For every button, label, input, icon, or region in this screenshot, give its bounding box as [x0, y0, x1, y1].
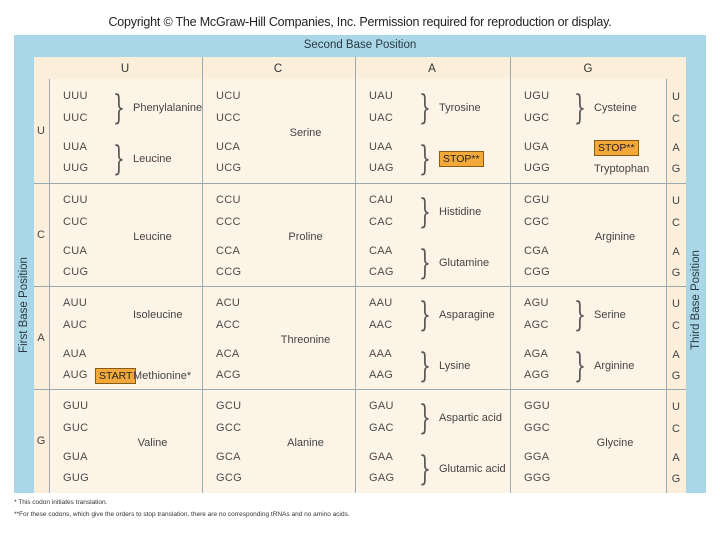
start-codon-box: START — [95, 368, 136, 384]
codon-cell: GGC — [524, 422, 550, 434]
row-divider — [34, 389, 686, 390]
third-base-label: U — [672, 401, 680, 413]
amino-acid-label: Tyrosine — [439, 102, 481, 114]
codon-group-brace: } — [419, 448, 431, 489]
codon-cell: CCA — [216, 245, 241, 257]
codon-group-brace: } — [113, 88, 125, 128]
third-base-label: C — [672, 113, 680, 125]
codon-cell: AUC — [63, 319, 88, 331]
codon-cell: AAU — [369, 297, 393, 309]
codon-cell: AUA — [63, 348, 87, 360]
codon-cell: GAA — [369, 451, 394, 463]
third-base-label: U — [672, 298, 680, 310]
codon-cell: GGG — [524, 472, 551, 484]
codon-group-brace: } — [419, 398, 431, 438]
codon-cell: ACA — [216, 348, 240, 360]
codon-cell: GUC — [63, 422, 89, 434]
codon-cell: CUU — [63, 194, 88, 206]
codon-cell: UCC — [216, 112, 241, 124]
codon-cell: GAC — [369, 422, 394, 434]
amino-acid-label: Asparagine — [439, 309, 495, 321]
codon-cell: GUU — [63, 400, 89, 412]
amino-acid-label: Glycine — [596, 437, 634, 449]
amino-acid-label: Cysteine — [594, 102, 637, 114]
codon-group-brace: } — [419, 242, 431, 283]
column-divider — [49, 79, 50, 493]
third-base-label: G — [671, 267, 681, 279]
third-base-label: A — [672, 452, 680, 464]
amino-acid-label: Glutamic acid — [439, 462, 506, 475]
codon-cell: AGG — [524, 369, 550, 381]
second-base-header: C — [273, 63, 283, 75]
codon-cell: GUG — [63, 472, 89, 484]
codon-cell: ACU — [216, 297, 241, 309]
amino-acid-label: Proline — [288, 231, 323, 243]
amino-acid-label: Alanine — [287, 437, 324, 449]
third-base-label: Third Base Position — [690, 250, 702, 350]
amino-acid-label: Leucine — [133, 152, 172, 165]
codon-cell: CUA — [63, 245, 88, 257]
codon-cell: UGC — [524, 112, 550, 124]
codon-cell: ACG — [216, 369, 241, 381]
codon-cell: GGA — [524, 451, 550, 463]
third-base-label: A — [672, 246, 680, 258]
codon-cell: CGU — [524, 194, 550, 206]
codon-cell: UUG — [63, 162, 89, 174]
first-base-label: First Base Position — [18, 257, 30, 353]
amino-acid-label: Tryptophan — [594, 163, 650, 175]
amino-acid-label: Leucine — [133, 231, 172, 243]
second-base-label: Second Base Position — [303, 39, 417, 51]
codon-cell: CAU — [369, 194, 394, 206]
codon-cell: CCG — [216, 266, 242, 278]
codon-cell: GAG — [369, 472, 395, 484]
amino-acid-label: Methionine* — [133, 370, 192, 382]
codon-cell: UCG — [216, 162, 242, 174]
third-base-label: U — [672, 91, 680, 103]
amino-acid-label: Phenylalanine — [133, 102, 203, 114]
codon-cell: GAU — [369, 400, 394, 412]
row-divider — [34, 286, 686, 287]
amino-acid-label: Threonine — [280, 334, 331, 346]
codon-cell: AGC — [524, 319, 549, 331]
column-divider — [510, 57, 511, 493]
amino-acid-label: Serine — [289, 127, 322, 139]
codon-cell: AGA — [524, 348, 549, 360]
codon-cell: AGU — [524, 297, 549, 309]
codon-cell: UCU — [216, 90, 241, 102]
first-base-row-label: U — [37, 125, 45, 137]
codon-cell: UAC — [369, 112, 394, 124]
copyright-notice: Copyright © The McGraw-Hill Companies, Inc. Permission required for reproduction or display. — [108, 15, 612, 29]
codon-cell: UCA — [216, 141, 241, 153]
codon-cell: CGG — [524, 266, 550, 278]
codon-cell: CUG — [63, 266, 89, 278]
codon-group-brace: } — [574, 295, 586, 335]
amino-acid-label: Aspartic acid — [439, 412, 502, 424]
codon-cell: AAC — [369, 319, 393, 331]
column-divider — [666, 79, 667, 493]
codon-cell: UGA — [524, 141, 549, 153]
first-base-row-label: G — [36, 435, 46, 447]
third-base-label: G — [671, 370, 681, 382]
amino-acid-label: Glutamine — [439, 256, 490, 269]
codon-group-brace: } — [419, 295, 431, 335]
codon-group-brace: } — [113, 138, 125, 179]
stop-codon-box: STOP** — [594, 140, 639, 156]
codon-cell: CGA — [524, 245, 549, 257]
codon-cell: AAA — [369, 348, 392, 360]
column-divider — [355, 57, 356, 493]
codon-cell: CCU — [216, 194, 241, 206]
second-base-header: A — [428, 63, 436, 75]
codon-group-brace: } — [419, 88, 431, 128]
third-base-label: C — [672, 320, 680, 332]
codon-cell: CAG — [369, 266, 394, 278]
codon-cell: UAG — [369, 162, 394, 174]
codon-cell: GCA — [216, 451, 241, 463]
codon-cell: UAA — [369, 141, 393, 153]
codon-cell: UUA — [63, 141, 88, 153]
amino-acid-label: Serine — [594, 309, 626, 321]
codon-cell: GGU — [524, 400, 550, 412]
codon-group-brace: } — [419, 138, 431, 179]
third-base-label: G — [671, 473, 681, 485]
codon-cell: GCG — [216, 472, 242, 484]
codon-cell: CAC — [369, 216, 394, 228]
codon-cell: AUU — [63, 297, 88, 309]
amino-acid-label: Histidine — [439, 206, 482, 218]
first-base-row-label: C — [37, 229, 45, 241]
codon-group-brace: } — [574, 345, 586, 386]
codon-cell: UAU — [369, 90, 394, 102]
third-base-label: U — [672, 195, 680, 207]
footnote-start: * This codon initiates translation. — [14, 499, 108, 506]
codon-cell: UGG — [524, 162, 550, 174]
codon-group-brace: } — [419, 345, 431, 386]
codon-cell: CCC — [216, 216, 241, 228]
third-base-label: A — [672, 349, 680, 361]
codon-cell: CAA — [369, 245, 393, 257]
amino-acid-label: Valine — [137, 437, 168, 449]
codon-cell: CUC — [63, 216, 88, 228]
codon-cell: ACC — [216, 319, 241, 331]
amino-acid-label: Arginine — [594, 231, 636, 243]
codon-cell: AUG — [63, 369, 88, 381]
codon-cell: UUU — [63, 90, 88, 102]
codon-cell: UGU — [524, 90, 550, 102]
amino-acid-label: Arginine — [594, 359, 635, 372]
third-base-label: A — [672, 142, 680, 154]
third-base-label: C — [672, 217, 680, 229]
column-divider — [202, 57, 203, 493]
third-base-label: C — [672, 423, 680, 435]
row-divider — [34, 183, 686, 184]
codon-group-brace: } — [419, 192, 431, 232]
stop-codon-box: STOP** — [439, 151, 484, 167]
amino-acid-label: Isoleucine — [133, 309, 183, 321]
first-base-row-label: A — [37, 332, 45, 344]
codon-table — [14, 35, 706, 493]
codon-cell: UUC — [63, 112, 88, 124]
amino-acid-label: Lysine — [439, 359, 471, 372]
codon-cell: GCC — [216, 422, 242, 434]
codon-group-brace: } — [574, 88, 586, 128]
codon-cell: GCU — [216, 400, 242, 412]
footnote-stop: **For these codons, which give the orders to stop translation, there are no corresponding tRNAs and no amino acids. — [14, 511, 350, 518]
codon-cell: AAG — [369, 369, 394, 381]
codon-cell: CGC — [524, 216, 550, 228]
third-base-label: G — [671, 163, 681, 175]
second-base-header: U — [120, 63, 130, 75]
second-base-header: G — [583, 63, 593, 75]
codon-cell: GUA — [63, 451, 88, 463]
